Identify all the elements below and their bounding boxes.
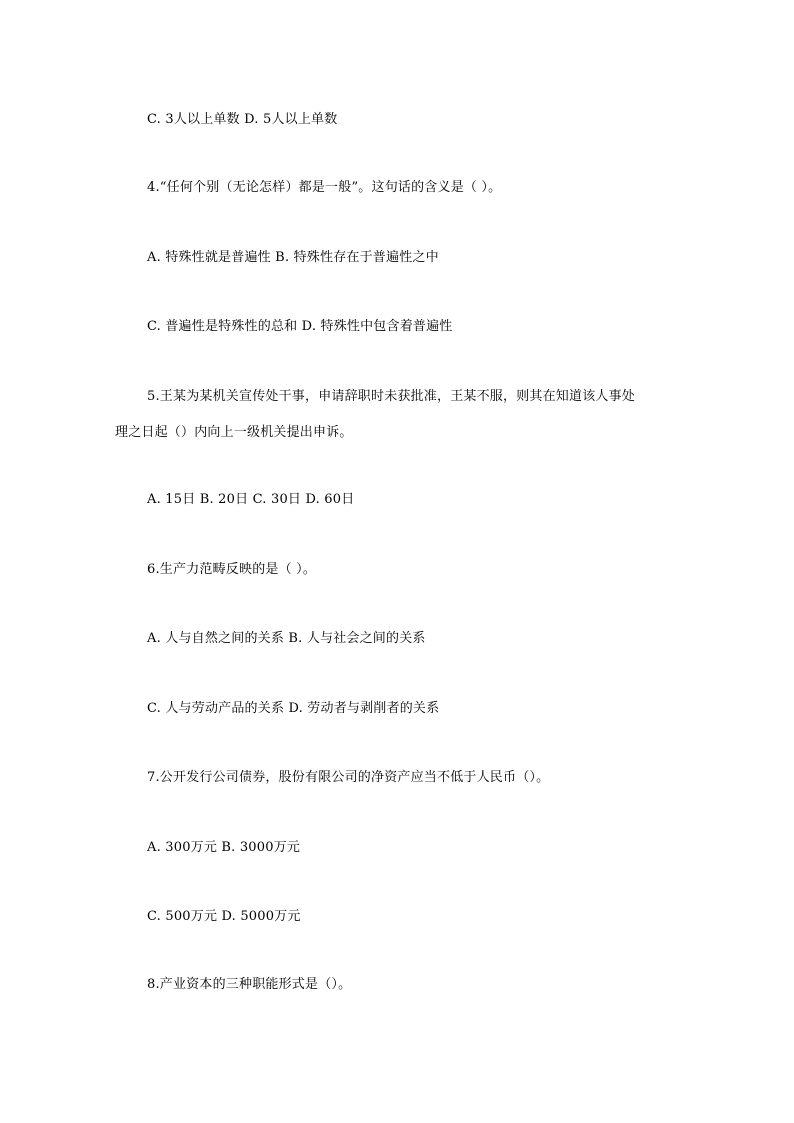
q6-question: 6.生产力范畴反映的是（ ）。	[147, 562, 317, 577]
q5-question-line1: 5.王某为某机关宣传处干事，申请辞职时未获批准，王某不服，则其在知道该人事处	[147, 389, 636, 404]
q7-question: 7.公开发行公司债券，股份有限公司的净资产应当不低于人民币（）。	[147, 770, 550, 785]
q8-question: 8.产业资本的三种职能形式是（）。	[147, 977, 352, 992]
q5-question-line2: 理之日起（）内向上一级机关提出申诉。	[115, 425, 353, 440]
q7-options-ab: A. 300万元 B. 3000万元	[147, 840, 301, 855]
q4-options-ab: A. 特殊性就是普遍性 B. 特殊性存在于普遍性之中	[147, 250, 439, 265]
q7-options-cd: C. 500万元 D. 5000万元	[147, 909, 301, 924]
q4-question: 4.“任何个别（无论怎样）都是一般”。这句话的含义是（ ）。	[147, 180, 502, 195]
q6-options-cd: C. 人与劳动产品的关系 D. 劳动者与剥削者的关系	[147, 701, 440, 716]
q4-options-cd: C. 普遍性是特殊性的总和 D. 特殊性中包含着普遍性	[147, 319, 453, 334]
q5-options: A. 15日 B. 20日 C. 30日 D. 60日	[147, 492, 355, 507]
q6-options-ab: A. 人与自然之间的关系 B. 人与社会之间的关系	[147, 631, 426, 646]
q3-options-cd: C. 3人以上单数 D. 5人以上单数	[147, 112, 338, 127]
